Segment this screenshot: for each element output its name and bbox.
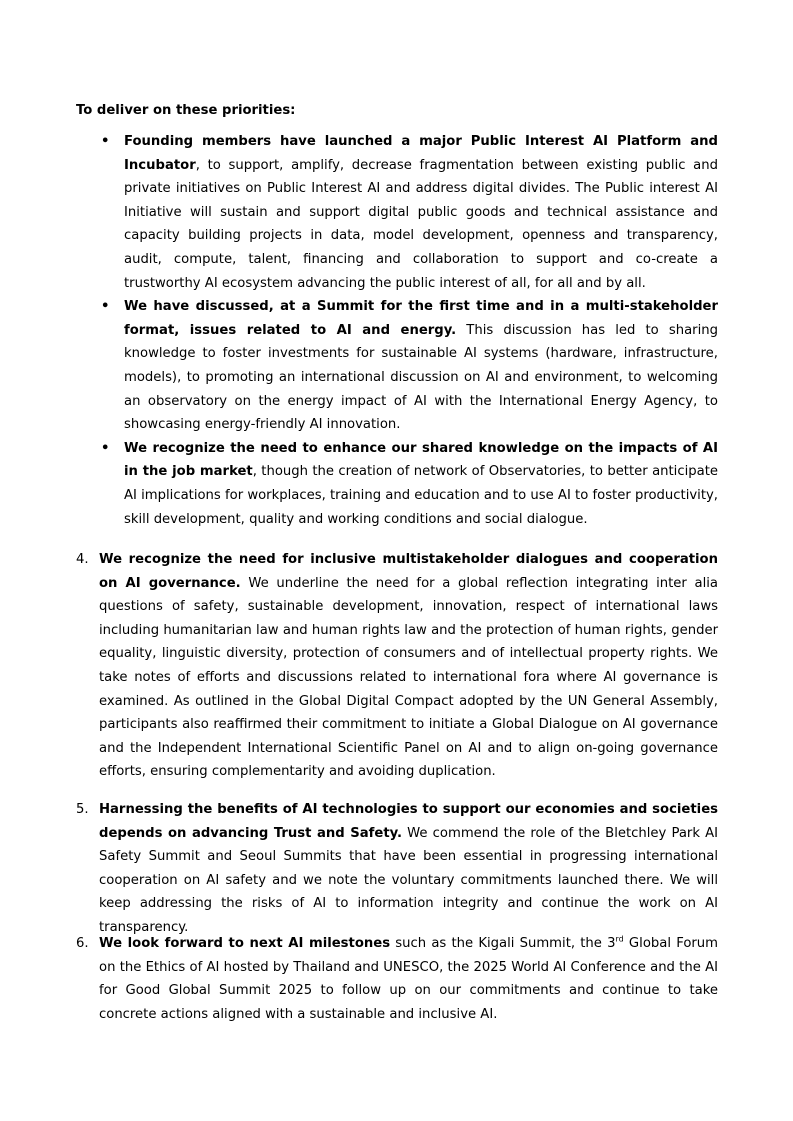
bullet-job-market bbox=[124, 437, 718, 531]
point-bold-text: We recognize the need for inclusive multistakeholder dialogues and cooperation on AI governance. bbox=[99, 552, 718, 591]
bullet-ai-energy bbox=[124, 295, 718, 437]
bullet-public-interest-ai bbox=[124, 130, 718, 295]
bullet-text: This discussion has led to sharing knowledge to foster investments for sustainable AI systems (hardware, infrastructure, models), to promoting an international discussion on AI and environment, to welcoming an observatory on the energy impact of AI with the International Energy Agency, to showcasing energy-friendly AI innovation. bbox=[124, 322, 718, 433]
bullet-text: , though the creation of network of Observatories, to better anticipate AI implications for workplaces, training and education and to use AI to foster productivity, skill development, quality and working conditions and social dialogue. bbox=[124, 464, 718, 527]
point-text: We underline the need for a global reflection integrating inter alia questions of safety, sustainable development, innovation, respect of international laws including humanitarian law and human rights law and the protection of human rights, gender equality, linguistic diversity, protection of consumers and of intellectual property rights. We take notes of efforts and discussions related to international fora where AI governance is examined. As outlined in the Global Digital Compact adopted by the UN General Assembly, participants also reaffirmed their commitment to initiate a Global Dialogue on AI governance and the Independent International Scientific Panel on AI and to align on-going governance efforts, ensuring complementarity and avoiding duplication. bbox=[99, 575, 718, 780]
point-number: 4. bbox=[76, 552, 89, 567]
point-bold-text: We look forward to next AI milestones bbox=[99, 936, 391, 951]
bullet-bold-text: We have discussed, at a Summit for the first time and in a multi-stakeholder format, issues related to AI and energy. bbox=[124, 299, 718, 338]
ordinal-superscript: rd bbox=[615, 934, 624, 944]
point-text: We commend the role of the Bletchley Park AI Safety Summit and Seoul Summits that have been essential in progressing international cooperation on AI safety and we note the voluntary commitments launched there. We will keep addressing the risks of AI to information integrity and continue the work on AI transparency. bbox=[99, 825, 718, 935]
bullet-text: , to support, amplify, decrease fragmentation between existing public and private initiatives on Public Interest AI and address digital divides. The Public interest AI Initiative will sustain and support digital public goods and technical assistance and capacity building projects in data, model development, openness and transparency, audit, compute, talent, financing and collaboration to support and co-create a trustworthy AI ecosystem advancing the public interest of all, for all and by all. bbox=[124, 157, 718, 291]
point-number: 5. bbox=[76, 802, 89, 817]
point-bold-text: Harnessing the benefits of AI technologies to support our economies and societies depends on advancing Trust and Safety. bbox=[99, 802, 718, 841]
point-text: Global Forum on the Ethics of AI hosted by Thailand and UNESCO, the 2025 World AI Conference and the AI for Good Global Summit 2025 to follow up on our commitments and continue to take concrete actions aligned with a sustainable and inclusive AI. bbox=[99, 936, 719, 1022]
bullet-bold-text: We recognize the need to enhance our shared knowledge on the impacts of AI in the job market bbox=[124, 440, 718, 480]
priority-bullet-list bbox=[124, 130, 718, 531]
point-6-milestones bbox=[76, 932, 719, 1026]
point-5-trust-safety bbox=[76, 798, 718, 940]
intro-heading: To deliver on these priorities: bbox=[76, 103, 296, 118]
bullet-bold-text: Founding members have launched a major Public Interest AI Platform and Incubator bbox=[124, 134, 718, 173]
point-number: 6. bbox=[76, 936, 89, 951]
point-4-governance bbox=[76, 548, 718, 784]
point-text-before-sup: such as the Kigali Summit, the 3 bbox=[390, 936, 616, 951]
